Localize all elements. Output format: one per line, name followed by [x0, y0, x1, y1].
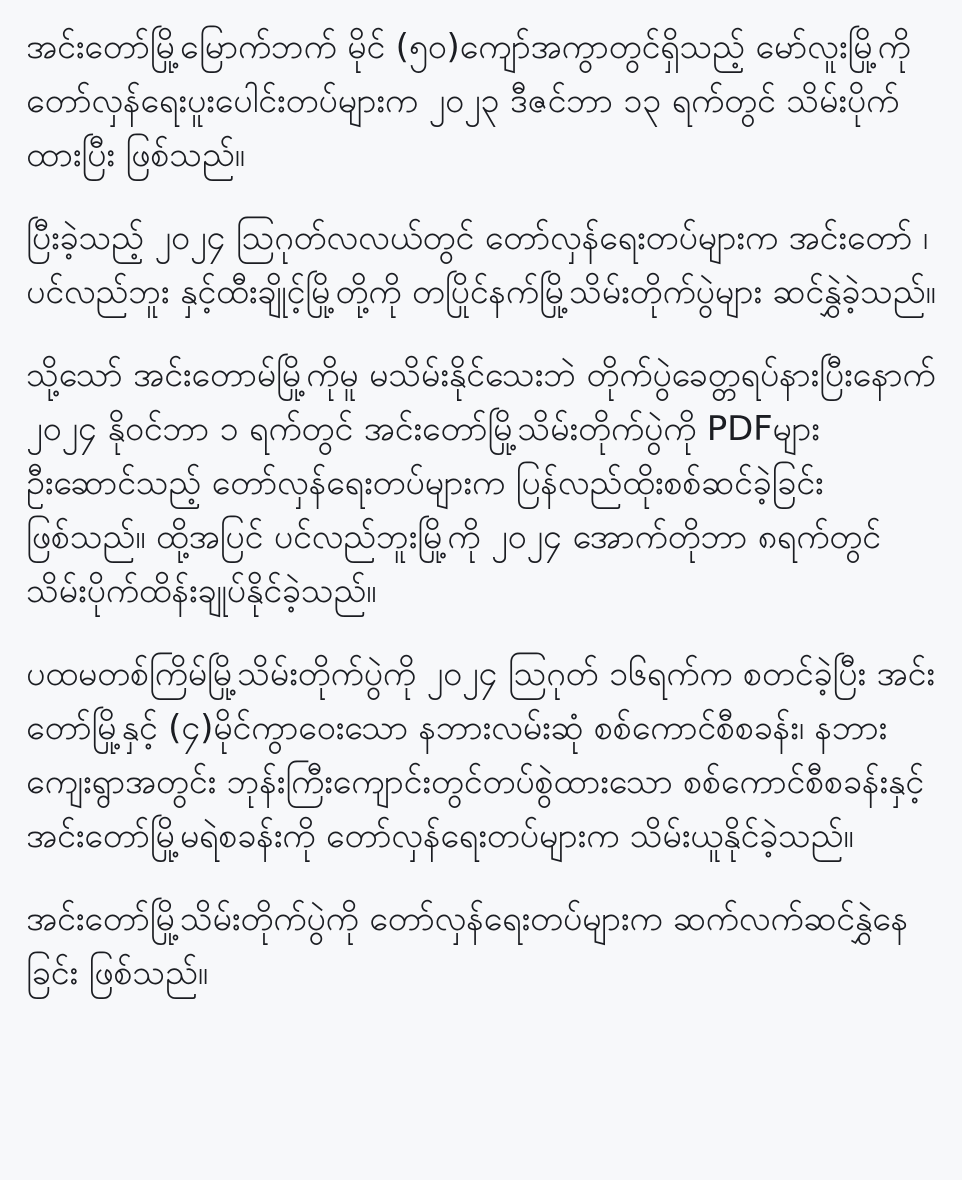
article-paragraph: ပြီးခဲ့သည့် ၂၀၂၄ ဩဂုတ်လလယ်တွင် တော်လှန်ရေးတပ်များက အင်းတော် ၊ပင်လည်ဘူး နှင့်ထီးချိုင့်မြို့တို့ကို တပြိုင်နက်မြို့သိမ်းတိုက်ပွဲများ ဆင်နွှဲခဲ့သည်။ — [26, 218, 936, 312]
article-paragraph: ပထမတစ်ကြိမ်မြို့သိမ်းတိုက်ပွဲကို ၂၀၂၄ ဩဂုတ် ၁၆ရက်က စတင်ခဲ့ပြီး အင်းတော်မြို့နှင့် (၄)မိုင်ကွာဝေးသော နဘားလမ်းဆုံ စစ်ကောင်စီစခန်း၊ နဘားကျေးရွာအတွင်း ဘုန်းကြီးကျောင်းတွင်တပ်စွဲထားသော စစ်ကောင်စီစခန်းနှင့် အင်းတော်မြို့မရဲစခန်းကို တော်လှန်ရေးတပ်များက သိမ်းယူနိုင်ခဲ့သည်။ — [26, 654, 935, 856]
article-paragraph: သို့သော် အင်းတောမ်မြို့ကိုမူ မသိမ်းနိုင်သေးဘဲ တိုက်ပွဲခေတ္တရပ်နားပြီးနောက် ၂၀၂၄ နိုဝင်ဘာ ၁ ရက်တွင် အင်းတော်မြို့သိမ်းတိုက်ပွဲကို PDFများ ဦးဆောင်သည့် တော်လှန်ရေးတပ်များက ပြန်လည်ထိုးစစ်ဆင်ခဲ့ခြင်း ဖြစ်သည်။ ထို့အပြင် ပင်လည်ဘူးမြို့ကို ၂၀၂၄ အောက်တိုဘာ ၈ရက်တွင် သိမ်းပိုက်ထိန်းချုပ်နိုင်ခဲ့သည်။ — [26, 355, 936, 611]
article-paragraph-partial: အင်းတော်မြို့သိမ်းတိုက်ပွဲကို တော်လှန်ရေးတပ်များက ဆက်လက်ဆင်နွှဲနေခြင်း ဖြစ်သည်။ — [26, 899, 909, 993]
article-paragraph: အင်းတော်မြို့မြောက်ဘက် မိုင် (၅၀)ကျော်အကွာတွင်ရှိသည့် မော်လူးမြို့ကို တော်လှန်ရေးပူးပေါင်းတပ်များက ၂၀၂၃ ဒီဇင်ဘာ ၁၃ ရက်တွင် သိမ်းပိုက်ထားပြီး ဖြစ်သည်။ — [26, 27, 911, 175]
